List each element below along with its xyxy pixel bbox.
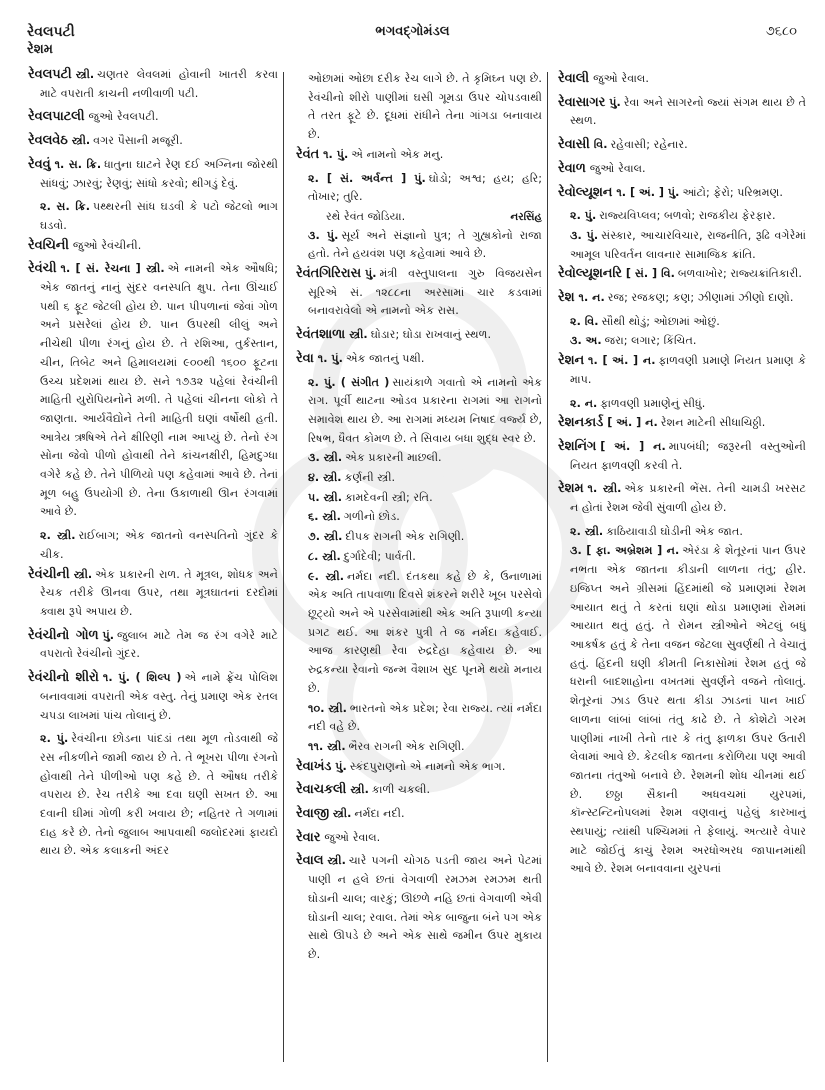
dictionary-entry <box>28 156 278 193</box>
definition: મંત્રી વસ્તુપાલના ગુરુ વિજયસેન સૂરિએ સં. ૧૨૮૮ના અરસામાં ચાર કડવામાં બનાવરાવેલો એ નામનો એક રાસ. <box>308 267 542 318</box>
definition: કામદેવની સ્ત્રી; રતિ. <box>344 490 433 504</box>
dictionary-entry <box>28 566 278 622</box>
dictionary-entry <box>558 289 806 308</box>
dictionary-entry <box>296 350 542 369</box>
sense <box>296 528 542 547</box>
sense <box>558 395 806 414</box>
definition: નર્મદા નદી. <box>354 807 405 821</box>
sense <box>296 170 542 207</box>
grammar-label: વિ. <box>593 138 608 152</box>
definition: સ્કંદપુરાણનો એ નામનો એક ભાગ. <box>349 759 506 773</box>
headword: રેવંતગિરિરાસ <box>296 266 361 282</box>
definition: સૂર્ય અને સંજ્ઞાનો પુત્ર; તે ગુહ્યકોનો રાજા હતો. તેને હયવંશ પણ કહેવામાં આવે છે. <box>308 228 543 261</box>
headword: રેવલપટી <box>28 67 72 82</box>
grammar-label: ૨. સ. ક્રિ. <box>40 200 90 214</box>
sense <box>28 198 278 235</box>
sense <box>296 700 542 737</box>
headword: રેવંતશાળા <box>296 327 346 343</box>
grammar-label: ૧. [ અં. ] ન. <box>588 354 656 368</box>
quote-source: નરસિંહ <box>510 210 542 223</box>
definition: જુઓ રેવાલ. <box>324 830 381 844</box>
dictionary-entry <box>296 829 542 848</box>
definition: દીપક રાગની એક રાગિણી. <box>345 530 465 544</box>
definition: જુલાબ માટે તેમ જ રંગ વગેરે માટે વપરાતો રેવંચીનો ગુંદર. <box>40 628 278 661</box>
definition: ફાળવણી પ્રમાણેનું સીધું. <box>600 396 706 410</box>
headword: રેવંત <box>296 146 320 162</box>
column-divider <box>283 72 284 1062</box>
definition: ભૈરવ રાગની એક રાગિણી. <box>348 739 465 753</box>
sense <box>296 469 542 488</box>
grammar-label: સ્ત્રી. <box>327 854 346 868</box>
headword: રેવોલ્યૂશનરિ <box>558 266 622 282</box>
headword: રેવાર <box>296 829 321 845</box>
sense <box>296 227 542 264</box>
definition: એક પ્રકારની રાળ. તે મૂત્રલ, શોધક અને રેચક તરીકે ઊનવા ઉપર, તથા મૂત્રઘાતનાં દરદોમાં ક્વાથ રૂપે અપાય છે. <box>40 567 278 618</box>
headword: રેવાલ <box>296 853 324 869</box>
dictionary-entry <box>558 70 806 89</box>
grammar-label: ૪. સ્ત્રી. <box>308 471 342 485</box>
definition: આંટો; ફેરો; પરિભ્રમણ. <box>682 185 783 199</box>
headword: રેવાળ <box>558 160 586 176</box>
headword: રેશન <box>558 353 585 369</box>
sense <box>558 313 806 332</box>
grammar-label: ૨. પું. ( સંગીત ) <box>308 375 390 389</box>
definition: સંસ્કાર, આચારવિચાર, રાજનીતિ, રૂઢિ વગેરેમાં આમૂલ પરિવર્તન લાવનાર સામાજિક ક્રાંતિ. <box>570 228 806 261</box>
dictionary-entry <box>558 352 806 389</box>
definition: કર્ણની સ્ત્રી. <box>344 471 396 485</box>
headword: રેવંચી <box>28 261 57 277</box>
dictionary-entry <box>558 438 806 475</box>
grammar-label: પું. <box>102 628 115 642</box>
grammar-label: ૧. પું. <box>317 351 343 365</box>
definition: ધાતુના ઘાટને રેણ દઈ અગ્નિના જોરથી સાંધવું; ઝારવું; રેણવું; સાંધો કરવો; થીગડું દેવું. <box>40 157 278 190</box>
column-divider <box>547 72 548 1062</box>
headword: રેવા <box>296 350 314 366</box>
headword: રેવાલી <box>558 71 590 86</box>
definition: એક જાતનું પક્ષી. <box>345 351 425 365</box>
dictionary-entry <box>296 781 542 800</box>
grammar-label: ૩. પું. <box>570 228 599 242</box>
grammar-label: ૮. સ્ત્રી. <box>308 549 341 563</box>
definition: રેશન માટેની સીધાચિઠ્ઠી. <box>660 416 766 430</box>
headword: રેવંચીની <box>28 566 70 582</box>
quote-text: રથે રેવંત જોડિયા. <box>326 209 406 223</box>
dictionary-entry <box>28 108 278 127</box>
grammar-label: સ્ત્રી. <box>350 783 369 797</box>
entry-continuation <box>296 70 542 145</box>
definition: રેવા અને સાગરનો જ્યાં સંગમ થાય છે તે સ્થળ. <box>570 95 806 128</box>
headword: રેશમ <box>558 481 584 497</box>
grammar-label: ૯. સ્ત્રી. <box>308 569 345 583</box>
sense <box>558 207 806 226</box>
grammar-label: ૨. સ્ત્રી. <box>40 529 76 543</box>
definition: રેવંચીના છોડના પાંદડાં તથા મૂળ તોડવાથી જે રસ નીકળીને જામી જાય છે તે. તે ભૂખરા પીળા રંગનો હોવાથી તેને પીળીઓ પણ કહે છે. તે ઔષધ તરીકે વપરાય છે. રેચ તરીકે આ દવા ઘણી સખત છે. આ દવાની ઘીમાં ગોળી કરી ખવાય છે; નહિતર તે ગળામાં દાહ કરે છે. તેનો જુલાબ આપવાથી જલોદરમાં ફાયદો થાય છે. એક કલાકની અંદર <box>40 732 278 858</box>
grammar-label: સ્ત્રી. <box>73 567 93 581</box>
headword: રેવંચીનો શીરો <box>28 670 99 686</box>
definition: ઘોડાર; ઘોડા રાખવાનું સ્થળ. <box>370 328 492 342</box>
grammar-label: ૧. પું. ( શિલ્પ ) <box>102 671 182 685</box>
definition: રાજ્યવિપ્લવ; બળવો; રાજકીય ફેરફાર. <box>599 209 776 223</box>
headword: રેવંચીનો ગોળ <box>28 627 99 643</box>
headword: રેવચિની <box>28 237 69 253</box>
definition: માપબંધી; જરૂરની વસ્તુઓની નિયત ફાળવણી કરવી તે. <box>570 439 806 472</box>
headword: રેવાસાગર <box>558 94 606 110</box>
sense <box>558 227 806 264</box>
definition: જરા; લગાર; કિંચિત. <box>604 334 697 348</box>
grammar-label: ૬. સ્ત્રી. <box>308 510 341 524</box>
definition: સાયંકાળે ગવાતો એ નામનો એક રાગ. પૂર્વી થાટના ઓડવ પ્રકારના રાગમાં આ રાગનો સમાવેશ થાય છે. આ રાગમાં મધ્યમ નિષાદ વર્જ્ય છે, રિષભ, ધૈવત કોમળ છે. તે સિવાય બધા શુદ્ધ સ્વર છે. <box>308 375 542 445</box>
dictionary-entry <box>296 852 542 964</box>
dictionary-entry <box>558 160 806 179</box>
sense <box>296 449 542 468</box>
grammar-label: ૨. પું. <box>40 732 69 746</box>
page-number: ૭૬૮૦ <box>765 24 797 39</box>
headword: રેવવું <box>28 156 51 172</box>
grammar-label: સ્ત્રી. <box>75 68 95 81</box>
definition: એ નામે ફ્રેંચ પોલિશ બનાવવામાં વપરાતી એક વસ્તુ. તેનું પ્રમાણ એક રતલ ચપડા લાખમાં પાંચ તોલાનું છે. <box>40 671 279 722</box>
definition: વગર પૈસાની મજૂરી. <box>93 134 183 148</box>
headword: રેવાજી <box>296 806 329 822</box>
headword: રેશનિંગ <box>558 438 597 454</box>
grammar-label: ૧. [ સં. રેચના ] સ્ત્રી. <box>60 262 165 276</box>
sense <box>558 542 806 879</box>
definition: એ નામનો એક મનુ. <box>351 147 444 161</box>
grammar-label: ૧૧. સ્ત્રી. <box>308 739 346 753</box>
headword: રેવાચકલી <box>296 782 347 798</box>
book-title: ભગવદ્ગોમંડલ <box>375 24 450 39</box>
headword: રેવાસી <box>558 137 590 153</box>
definition: ચારે પગની ચોગઠ પડતી જાય અને પેટમાં પાણી ન હલે છતાં વેગવાળી રમઝમ રમઝમ થતી ઘોડાની ચાલ; વારકું; ઊછળે નહિ છતાં વેગવાળી એવી ઘોડાની ચાલ; રવાલ. તેમાં એક બાજુના બંને પગ એક સાથે ઊપડે છે અને એક સાથે જમીન ઉપર મુકાય છે. <box>308 854 542 961</box>
grammar-label: ૧. સ. ક્રિ. <box>54 157 102 171</box>
grammar-label: સ્ત્રી. <box>71 134 91 148</box>
definition: ભારતનો એક પ્રદેશ; રેવા રાજ્ય. ત્યાં નર્મદા નદી વહે છે. <box>308 701 542 734</box>
sense <box>296 374 542 449</box>
dictionary-entry <box>28 627 278 664</box>
dictionary-entry <box>296 805 542 824</box>
definition: નર્મદા નદી. દંતકથા કહે છે કે, ઉનાળામાં એક અતિ તાપવાળા દિવસે શંકરને શરીરે ખૂબ પરસેવો છૂટ્યો અને એ પરસેવામાંથી એક અતિ રૂપાળી કન્યા પ્રગટ થઈ. આ શંકર પુત્રી તે જ નર્મદા કહેવાઈ. આજ કારણથી રેવા રુદ્રદેહા કહેવાય છે. આ રુદ્રકન્યા રેવાનો જન્મ વૈશાખ સુદ પૂનમે થયો મનાય છે. <box>308 569 542 695</box>
sense <box>296 548 542 567</box>
dictionary-entry <box>296 265 542 321</box>
dictionary-entry <box>296 146 542 165</box>
dictionary-entry <box>28 669 278 725</box>
sense <box>558 523 806 542</box>
definition: રહેવાસી; રહેનાર. <box>610 138 688 152</box>
dictionary-entry <box>558 414 806 433</box>
grammar-label: પું. <box>364 267 377 281</box>
definition: એક પ્રકારની માછલી. <box>345 451 442 465</box>
column-3 <box>558 70 806 880</box>
dictionary-entry <box>558 94 806 131</box>
definition: રજ; રજકણ; કણ; ઝીણામાં ઝીણો દાણો. <box>607 291 794 305</box>
definition: એક પ્રકારની ભેંસ. તેની ચામડી ખરસટ ન હોતાં રેશમ જેવી સુંવાળી હોય છે. <box>570 482 806 515</box>
grammar-label: ૧. પું. <box>323 147 349 161</box>
headword: રેવોલ્યૂશન <box>558 184 613 200</box>
grammar-label: ૨. પું. <box>570 209 597 223</box>
grammar-label: ૨. ન. <box>570 396 598 410</box>
grammar-label: ૨. વિ. <box>570 314 599 328</box>
definition: જુઓ રેવાલ. <box>589 161 646 175</box>
definition: કાળી ચકલી. <box>371 783 431 797</box>
dictionary-entry <box>558 184 806 203</box>
sense <box>296 489 542 508</box>
column-1 <box>28 66 278 862</box>
column-2 <box>296 70 542 970</box>
dictionary-entry <box>558 136 806 155</box>
definition: એ નામની એક ઔષધિ; એક જાતનું નાનું સુંદર વનસ્પતિ ક્ષુપ. તેના ઊંચાઈ પથી ૬ ફૂટ જેટલી હોય છે. પાન પીપળાનાં જેવાં ગોળ અને પ્રસરેલાં હોય છે. પાન ઉપરથી લીલું અને નીચેથી પીળા રંગનું હોય છે. તે રશિઆ, તુર્કસ્તાન, ચીન, તિબેટ અને હિમાલયમાં ૯૦૦થી ૧૬૦૦ ફૂટના ઉચ્ચ પ્રદેશમાં થાય છે. સને ૧૭૩૨ પહેલાં રેવંચીની માહિતી યુરોપિયનોને મળી. તે પહેલાં ચીનના લોકો તે જાણતા. આર્યવૈદ્યોને તેની માહિતી ઘણાં વર્ષોથી હતી. આત્રેય ઋષિએ તેને ક્ષીરિણી નામ આપ્યું છે. તેનો રંગ સોના જેવો પીળો હોવાથી તેને કાંચનક્ષીરી, હિમદુગ્ધા વગેરે કહે છે. તેને પીળિયો પણ કહેવામાં આવે છે. તેનાં મૂળ બહુ ઉપયોગી છે. તેના ઉકાળાથી ઊન રંગવામાં આવે છે. <box>40 262 278 519</box>
definition: કાઠિયાવાડી ઘોડીની એક જાત. <box>606 524 743 538</box>
headword: રેવલવેઠ <box>28 133 68 149</box>
definition: સૌથી થોડું; ઓછામાં ઓછું. <box>601 314 720 328</box>
dictionary-entry <box>558 480 806 517</box>
grammar-label: [ અં. ] ન. <box>600 439 666 453</box>
definition: ઓછામાં ઓછા દરીક રેચ લાગે છે. તે કૃમિઘ્ન પણ છે. રેવંચીનો શીરો પાણીમાં ઘસી ગૂમડા ઉપર ચોપડવાથી તે તરત ફૂટે છે. દૂધમાં રાંધીને તેના ગાંગડા બનાવાય છે. <box>308 72 542 142</box>
sense <box>296 568 542 699</box>
sense <box>296 738 542 757</box>
grammar-label: ૧. સ્ત્રી. <box>587 482 622 496</box>
headword: રેશ <box>558 290 575 306</box>
sense <box>296 508 542 527</box>
definition: જુઓ રેવલપટી. <box>88 110 159 124</box>
definition: બળવાખોર; રાજ્યક્રાંતિકારી. <box>677 267 802 281</box>
dictionary-entry <box>28 66 278 103</box>
grammar-label: ૭. સ્ત્રી. <box>308 530 343 544</box>
definition: ચણતર લેવલમાં હોવાની ખાતરી કરવા માટે વપરાતી કાચની નળીવાળી પટી. <box>40 68 278 100</box>
dictionary-entry <box>28 260 278 522</box>
grammar-label: ૧. [ અં. ] પું. <box>616 185 680 199</box>
definition: જુઓ રેવાલ. <box>593 72 649 85</box>
dictionary-entry <box>296 326 542 345</box>
grammar-label: પું. <box>335 759 347 773</box>
dictionary-entry <box>296 758 542 777</box>
grammar-label: ૧૦. સ્ત્રી. <box>308 701 347 715</box>
definition: દુર્ગાદેવી; પાર્વતી. <box>343 549 416 563</box>
definition: જુઓ રેવંચીની. <box>72 238 142 252</box>
dictionary-entry <box>28 132 278 151</box>
grammar-label: ૩. સ્ત્રી. <box>308 451 343 465</box>
headword: રેવલપાટલી <box>28 109 85 125</box>
definition: પથ્થરની સાંધ ઘડવી કે પટો જેટલો ભાગ ઘડવો. <box>40 200 278 232</box>
definition: ફાળવણી પ્રમાણે નિયત પ્રમાણ કે માપ. <box>570 354 806 386</box>
running-head-last-word: રેશમ <box>27 42 53 57</box>
definition: એરંડા કે શેતૂરનાં પાન ઉપર નભતા એક જાતના કીડાની લાળના તંતુ; હીર. ઇજિપ્ત અને ગ્રીસમાં હિંદમાંથી જે પ્રમાણમાં રેશમ આયાત થતું તે કરતાં ઘણાં થોડા પ્રમાણમાં રોમમાં આયાત થતું હતું. તે રોમન સ્ત્રીઓને એટલું બધું આકર્ષક હતું કે તેના વજન જેટલા સુવર્ણથી તે વેચાતું હતું. હિંદની ઘણી કીમતી નિકાસોમાં રેશમ હતું જે ધરાની બાદશાહોના વખતમાં સુવર્ણને વજને તોલાતું. શેતૂરનાં ઝાડ ઉપર થતા કીડા ઝાડનાં પાન ખાઈ લાળના લાંબાં લાંબાં તંતુ કાઢે છે. તે કોશેટો ગરમ પાણીમાં નાખી તેનો તાર કે તંતુ ફાળકા ઉપર ઉતારી લેવામાં આવે છે. કેટલીક જાતના કરોળિયા પણ આવી જાતના તંતુઓ બનાવે છે. રેશમની શોધ ચીનમાં થઈ છે. છઠ્ઠા સૈકાની અધવચમાં યુરપમાં, કૉન્સ્ટન્ટિનોપલમાં રેશમ વણવાનું પહેલું કારખાનું સ્થપાયું; ત્યાંથી પશ્ચિમમાં તે ફેલાયું. અત્યારે વેપાર માટે જોઈતું કાચું રેશમ અરધોઅરધ જાપાનમાંથી આવે છે. રેશમ બનાવવાના યુરપનાં <box>570 544 806 876</box>
grammar-label: સ્ત્રી. <box>332 807 352 821</box>
definition: ગળીનો છોડ. <box>343 510 400 524</box>
running-head-first-word: રેવલપટી <box>27 24 75 40</box>
grammar-label: સ્ત્રી. <box>349 328 368 342</box>
dictionary-entry <box>28 237 278 256</box>
sense <box>28 527 278 564</box>
grammar-label: ૩. પું. <box>308 228 339 242</box>
quotation <box>296 208 542 227</box>
grammar-label: ૩. અ. <box>570 334 602 348</box>
dictionary-entry <box>558 265 806 284</box>
headword: રેવાખંડ <box>296 758 332 774</box>
grammar-label: ૨. સ્ત્રી. <box>570 524 604 538</box>
sense <box>558 332 806 351</box>
sense <box>28 730 278 861</box>
definition: રાઈબાગ; એક જાતનો વનસ્પતિનો ગુંદર કે ચીક. <box>40 529 279 561</box>
grammar-label: ૫. સ્ત્રી. <box>308 490 342 504</box>
definition: ઘોડો; અશ્વ; હય; હરિ; તોખાર; તુરિ. <box>308 171 542 204</box>
grammar-label: ૨. [ સં. અર્વન્ત ] પું. <box>308 171 426 185</box>
headword: રેશનકાર્ડ <box>558 415 604 431</box>
grammar-label: [ સં. ] વિ. <box>625 267 675 281</box>
grammar-label: ૩. [ ફા. અબ્રેશમ ] ન. <box>570 544 680 558</box>
grammar-label: ૧. ન. <box>578 291 605 305</box>
grammar-label: [ અં. ] ન. <box>607 416 658 430</box>
grammar-label: પું. <box>609 95 621 109</box>
